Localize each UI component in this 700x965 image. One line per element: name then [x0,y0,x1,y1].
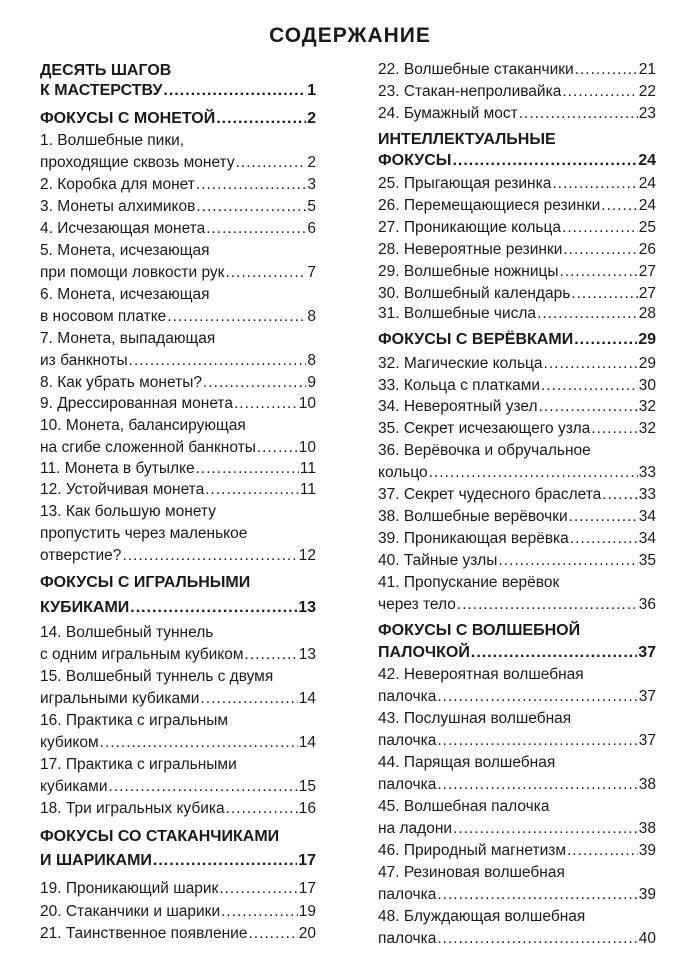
toc-entry-title: 4. Исчезающая монета [40,220,206,237]
toc-page-number: 5 [307,198,316,215]
toc-entry-title: 27. Проникающие кольца [378,219,562,236]
dot-leader [562,81,637,102]
toc-entry-title: кубиком [40,734,99,751]
dot-leader [571,283,637,304]
toc-page-number: 19 [298,903,316,920]
dot-leader [437,774,637,795]
toc-entry-title: палочка [378,732,437,749]
toc-entry-title: 29. Волшебные ножницы [378,263,559,280]
toc-entry-title: из банкноты [40,352,128,369]
dot-leader [203,372,306,393]
toc-entry: пропустить через маленькое [40,525,248,542]
toc-entry-title: 18. Три игральных кубика [40,800,225,817]
dot-leader [562,217,638,238]
toc-entry [40,458,316,479]
page-title: СОДЕРЖАНИЕ [269,24,431,47]
toc-entry-title: ФОКУСЫ [378,152,452,169]
toc-page-number: 32 [638,398,656,415]
toc-entry [378,484,656,505]
toc-entry-title: палочка [378,930,437,947]
toc-page-number: 32 [638,420,656,437]
toc-page-number: 21 [638,61,656,78]
toc-entry [40,218,316,239]
toc-entry: 1. Волшебные пики, [40,132,185,149]
dot-leader [196,196,306,217]
toc-entry [378,59,656,80]
dot-leader [457,594,638,615]
dot-leader [539,396,638,417]
toc-page-number: 12 [298,547,316,564]
toc-entry-title: 31. Волшебные числа [378,305,537,322]
toc-entry [378,396,656,417]
toc-entry-title: 2. Коробка для монет [40,176,195,193]
toc-page-number: 10 [298,395,316,412]
dot-leader [429,462,638,483]
toc-page-number: 29 [638,331,656,348]
toc-entry-title: И ШАРИКАМИ [40,852,152,869]
toc-entry: 41. Пропускание верёвок [378,574,560,591]
toc-entry [378,928,656,949]
toc-entry-title: 19. Проникающий шарик [40,880,219,897]
dot-leader [563,239,637,260]
toc-entry-title: 35. Секрет исчезающего узла [378,420,591,437]
toc-entry-title: палочка [378,886,437,903]
toc-page-number: 17 [298,852,316,869]
toc-entry-title: в носовом платке [40,308,167,325]
dot-leader [567,840,638,861]
toc-page-number: 14 [298,734,316,751]
toc-page-number: 38 [638,776,656,793]
toc-entry [378,239,656,260]
dot-leader [216,108,306,129]
dot-leader [108,776,297,797]
toc-entry-title: 37. Секрет чудесного браслета [378,486,602,503]
toc-entry [378,818,656,839]
toc-entry [40,798,316,819]
toc-page-number: 2 [307,154,316,171]
toc-entry-title: 26. Перемещающиеся резинки [378,197,601,214]
toc-entry: 16. Практика с игральным [40,712,229,729]
toc-page-number: 30 [638,377,656,394]
toc-entry-title: 21. Таинственное появление [40,925,248,942]
toc-page-number: 8 [307,308,316,325]
dot-leader [574,329,637,350]
toc-entry: 10. Монета, балансирующая [40,417,246,434]
toc-page-number: 3 [307,176,316,193]
dot-leader [570,528,638,549]
toc-entry-title: на ладони [378,820,453,837]
toc-entry: 36. Верёвочка и обручальное [378,442,591,459]
toc-page-number: 24 [638,152,656,169]
toc-page-number: 29 [638,355,656,372]
toc-page-number: 37 [638,644,656,661]
toc-page-number: 27 [638,263,656,280]
toc-entry-title: с одним игральным кубиком [40,646,244,663]
toc-entry-title: кольцо [378,464,428,481]
toc-entry-title: ФОКУСЫ С МОНЕТОЙ [40,110,216,127]
dot-leader [226,798,298,819]
dot-leader [129,350,307,371]
toc-entry [378,840,656,861]
toc-entry-title: отверстие? [40,547,122,564]
toc-page-number: 24 [638,197,656,214]
toc-entry [378,303,656,324]
toc-entry-title: проходящие сквозь монету [40,154,235,171]
toc-entry-title: 20. Стаканчики и шарики [40,903,221,920]
toc-entry: 44. Парящая волшебная [378,754,556,771]
toc-entry [378,103,656,124]
dot-leader [205,479,299,500]
toc-page-number: 34 [638,530,656,547]
toc-entry [40,644,316,665]
toc-entry-title: 22. Волшебные стаканчики [378,61,574,78]
toc-entry [40,437,316,458]
toc-entry [40,545,316,566]
toc-section-heading: ДЕСЯТЬ ШАГОВ [40,62,172,79]
dot-leader [544,353,638,374]
dot-leader [130,597,297,618]
toc-page-number: 1 [307,82,316,99]
toc-entry [40,732,316,753]
toc-entry [378,774,656,795]
toc-page-number: 13 [298,599,316,616]
toc-entry [378,884,656,905]
toc-page-number: 23 [638,105,656,122]
dot-leader [453,818,638,839]
toc-entry-title: 9. Дрессированная монета [40,395,233,412]
toc-section-heading [40,597,316,618]
toc-section-heading: ФОКУСЫ С ВОЛШЕБНОЙ [378,622,581,639]
toc-section-heading [378,329,656,350]
toc-entry [40,350,316,371]
toc-entry [378,686,656,707]
toc-entry-title: 28. Невероятные резинки [378,241,563,258]
toc-entry-title: палочка [378,688,437,705]
toc-entry: 14. Волшебный туннель [40,624,214,641]
toc-page-number: 28 [638,305,656,322]
toc-entry-title: через тело [378,596,456,613]
toc-entry [378,353,656,374]
toc-entry [40,152,316,173]
toc-entry-title: 11. Монета в бутылке [40,460,195,477]
toc-entry [378,195,656,216]
dot-leader [437,928,637,949]
dot-leader [236,152,307,173]
dot-leader [196,174,306,195]
dot-leader [601,195,637,216]
toc-entry [40,196,316,217]
toc-page-number: 11 [299,481,316,498]
toc-entry: 45. Волшебная палочка [378,798,550,815]
toc-page-number: 38 [638,820,656,837]
toc-page-number: 35 [638,552,656,569]
toc-page-number: 36 [638,596,656,613]
dot-leader [248,923,297,944]
toc-entry [40,372,316,393]
toc-entry [378,528,656,549]
toc-entry-title: К МАСТЕРСТВУ [40,82,163,99]
toc-entry-title: кубиками [40,778,108,795]
toc-entry: 48. Блуждающая волшебная [378,908,586,925]
toc-page-number: 39 [638,886,656,903]
toc-entry-title: 38. Волшебные верёвочки [378,508,568,525]
toc-entry-title: КУБИКАМИ [40,599,130,616]
toc-page-number: 16 [298,800,316,817]
toc-section-heading [378,642,656,663]
toc-entry [378,594,656,615]
toc-page-number: 10 [298,439,316,456]
toc-page-number: 27 [638,285,656,302]
dot-leader [437,686,637,707]
toc-entry-title: ФОКУСЫ С ВЕРЁВКАМИ [378,331,574,348]
toc-entry [40,479,316,500]
toc-entry [378,418,656,439]
toc-page-number: 8 [307,352,316,369]
toc-entry [378,283,656,304]
toc-entry-title: при помощи ловкости рук [40,264,225,281]
toc-entry [378,375,656,396]
dot-leader [100,732,298,753]
toc-entry [378,261,656,282]
dot-leader [153,850,297,871]
toc-entry-title: 39. Проникающая верёвка [378,530,569,547]
toc-entry-title: 3. Монеты алхимиков [40,198,196,215]
dot-leader [200,688,297,709]
toc-page-number: 33 [638,464,656,481]
dot-leader [257,437,298,458]
toc-entry-title: игральными кубиками [40,690,200,707]
toc-section-heading [378,150,656,171]
dot-leader [471,642,637,663]
toc-entry: 5. Монета, исчезающая [40,242,210,259]
toc-page-number: 37 [638,688,656,705]
toc-entry: 47. Резиновая волшебная [378,864,565,881]
toc-entry-title: 46. Природный магнетизм [378,842,566,859]
toc-page-number: 13 [298,646,316,663]
toc-page-number: 14 [298,690,316,707]
toc-page-number: 20 [298,925,316,942]
toc-page-number: 15 [298,778,316,795]
toc-section-heading [40,80,316,101]
dot-leader [569,506,638,527]
dot-leader [234,393,298,414]
toc-page-number: 24 [638,175,656,192]
toc-entry [40,393,316,414]
dot-leader [437,730,637,751]
toc-entry [378,217,656,238]
toc-entry-title: 25. Прыгающая резинка [378,175,552,192]
dot-leader [206,218,306,239]
toc-page-number: 7 [307,264,316,281]
dot-leader [196,458,299,479]
dot-leader [437,884,637,905]
toc-page-number: 11 [299,460,316,477]
dot-leader [221,901,298,922]
dot-leader [245,644,298,665]
toc-page-number: 39 [638,842,656,859]
dot-leader [537,303,638,324]
toc-entry-title: 32. Магические кольца [378,355,543,372]
toc-entry: 43. Послушная волшебная [378,710,572,727]
toc-entry [378,550,656,571]
toc-entry [40,262,316,283]
toc-entry-title: 40. Тайные узлы [378,552,498,569]
toc-entry: 42. Невероятная волшебная [378,666,584,683]
toc-page-number: 6 [307,220,316,237]
dot-leader [122,545,297,566]
toc-entry: 15. Волшебный туннель с двумя [40,668,274,685]
toc-section-heading [40,108,316,129]
toc-entry [378,506,656,527]
toc-entry [40,878,316,899]
toc-section-heading [40,850,316,871]
toc-entry-title: 12. Устойчивая монета [40,481,205,498]
dot-leader [602,484,637,505]
toc-entry [378,462,656,483]
toc-entry-title: 24. Бумажный мост [378,105,518,122]
toc-entry-title: 34. Невероятный узел [378,398,538,415]
toc-entry [378,173,656,194]
dot-leader [591,418,637,439]
dot-leader [163,80,306,101]
toc-entry: 6. Монета, исчезающая [40,286,210,303]
toc-entry [378,730,656,751]
toc-entry-title: 8. Как убрать монеты? [40,374,202,391]
toc-entry-title: палочка [378,776,437,793]
toc-page-number: 40 [638,930,656,947]
toc-entry-title: 33. Кольца с платками [378,377,541,394]
dot-leader [498,550,637,571]
toc-page-number: 37 [638,732,656,749]
toc-entry-title: на сгибе сложенной банкноты [40,439,256,456]
toc-entry [40,923,316,944]
dot-leader [519,103,638,124]
toc-entry [40,776,316,797]
toc-entry: 17. Практика с игральными [40,756,237,773]
toc-entry [40,688,316,709]
dot-leader [219,878,297,899]
toc-page-number: 2 [307,110,316,127]
dot-leader [575,59,638,80]
dot-leader [541,375,638,396]
toc-page-number: 17 [298,880,316,897]
toc-entry-title: ПАЛОЧКОЙ [378,644,470,661]
toc-entry [40,174,316,195]
toc-entry [40,306,316,327]
toc-page-number: 25 [638,219,656,236]
toc-page-number: 34 [638,508,656,525]
dot-leader [225,262,306,283]
toc-section-heading: ФОКУСЫ СО СТАКАНЧИКАМИ [40,828,280,845]
toc-page-number: 9 [307,374,316,391]
dot-leader [560,261,638,282]
toc-page-number: 22 [638,83,656,100]
toc-entry [40,901,316,922]
toc-entry-title: 23. Стакан-непроливайка [378,83,562,100]
toc-section-heading: ИНТЕЛЛЕКТУАЛЬНЫЕ [378,131,556,148]
toc-entry [378,81,656,102]
toc-page-number: 33 [638,486,656,503]
toc-entry: 7. Монета, выпадающая [40,330,216,347]
toc-section-heading: ФОКУСЫ С ИГРАЛЬНЫМИ [40,574,251,591]
dot-leader [167,306,306,327]
toc-entry: 13. Как большую монету [40,503,216,520]
dot-leader [452,150,637,171]
dot-leader [552,173,637,194]
toc-page-number: 26 [638,241,656,258]
toc-entry-title: 30. Волшебный календарь [378,285,571,302]
